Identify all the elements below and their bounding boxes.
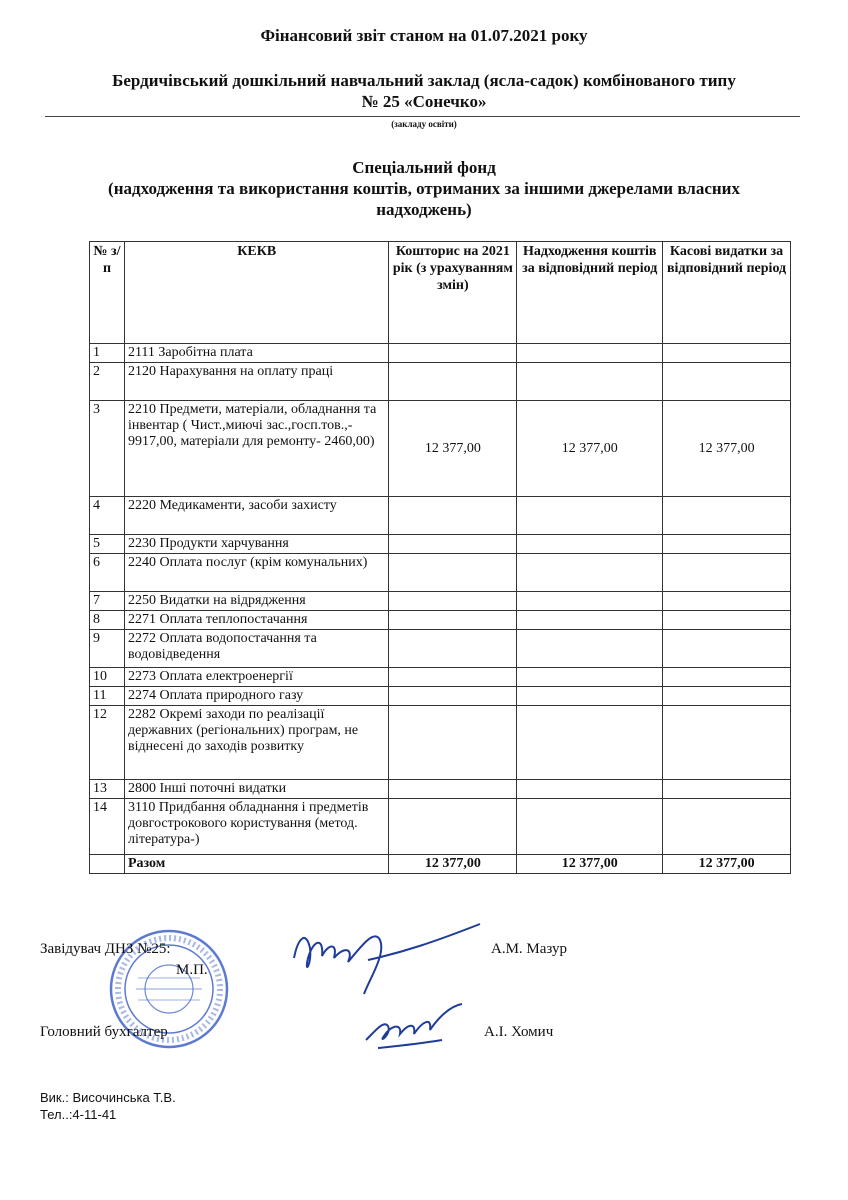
fund-line3: надходжень)	[376, 200, 472, 219]
cell-receipts	[517, 668, 663, 687]
cell-receipts	[517, 706, 663, 780]
cell-estimate	[389, 363, 517, 401]
table-row	[90, 344, 791, 363]
cell-kekv: 2274 Оплата природного газу	[124, 687, 388, 706]
header-receipts: Надходження коштів за відповідний період	[517, 242, 663, 344]
cell-expenses	[663, 706, 791, 780]
header-kekv: КЕКВ	[124, 242, 388, 344]
accountant-title: Головний бухгалтер	[40, 1024, 168, 1040]
cell-estimate	[389, 497, 517, 535]
footer-executor: Вик.: Височинська Т.В.	[40, 1090, 176, 1105]
cell-no: 5	[90, 535, 125, 554]
cell-no: 8	[90, 611, 125, 630]
cell-estimate	[389, 630, 517, 668]
footer-phone: Тел..:4-11-41	[40, 1107, 117, 1122]
cell-estimate	[389, 611, 517, 630]
cell-receipts: 12 377,00	[517, 401, 663, 497]
cell-estimate: 12 377,00	[389, 401, 517, 497]
cell-kekv: 2230 Продукти харчування	[124, 535, 388, 554]
cell-kekv: 2210 Предмети, матеріали, обладнання та інвентар ( Чист.,миючі зас.,госп.тов.,- 9917,00, матеріали для ремонту- 2460,00)	[124, 401, 388, 497]
cell-no: 14	[90, 799, 125, 855]
table-row	[90, 363, 791, 401]
cell-no: 6	[90, 554, 125, 592]
cell-kekv: 2111 Заробітна плата	[124, 344, 388, 363]
total-no	[90, 855, 125, 874]
header-no: № з/п	[90, 242, 125, 344]
stamp-mp: М.П.	[176, 962, 208, 978]
header-expenses: Касові видатки за відповідний період	[663, 242, 791, 344]
cell-no: 11	[90, 687, 125, 706]
table-row	[90, 401, 791, 497]
cell-kekv: 2220 Медикаменти, засоби захисту	[124, 497, 388, 535]
total-receipts: 12 377,00	[517, 855, 663, 874]
table-row	[90, 611, 791, 630]
cell-receipts	[517, 592, 663, 611]
cell-expenses	[663, 554, 791, 592]
finance-table	[89, 241, 791, 874]
cell-receipts	[517, 630, 663, 668]
head-signature	[284, 918, 484, 998]
institution-note: (закладу освіти)	[391, 119, 457, 129]
cell-expenses	[663, 497, 791, 535]
cell-no: 9	[90, 630, 125, 668]
cell-estimate	[389, 344, 517, 363]
table-row	[90, 780, 791, 799]
cell-no: 4	[90, 497, 125, 535]
cell-estimate	[389, 780, 517, 799]
table-row	[90, 497, 791, 535]
table-row	[90, 535, 791, 554]
table-row	[90, 668, 791, 687]
cell-receipts	[517, 554, 663, 592]
cell-expenses	[663, 611, 791, 630]
total-expenses: 12 377,00	[663, 855, 791, 874]
table-row	[90, 687, 791, 706]
accountant-signature	[358, 1000, 468, 1060]
cell-no: 12	[90, 706, 125, 780]
cell-kekv: 2120 Нарахування на оплату праці	[124, 363, 388, 401]
report-title: Фінансовий звіт станом на 01.07.2021 року	[260, 26, 588, 45]
cell-estimate	[389, 592, 517, 611]
cell-expenses	[663, 592, 791, 611]
table-row	[90, 799, 791, 855]
cell-kekv: 2272 Оплата водопостачання та водовідведення	[124, 630, 388, 668]
cell-no: 2	[90, 363, 125, 401]
cell-receipts	[517, 344, 663, 363]
cell-expenses	[663, 799, 791, 855]
cell-receipts	[517, 535, 663, 554]
cell-no: 1	[90, 344, 125, 363]
cell-estimate	[389, 668, 517, 687]
institution-name-line2: № 25 «Сонечко»	[361, 92, 487, 111]
cell-kekv: 2800 Інші поточні видатки	[124, 780, 388, 799]
cell-receipts	[517, 611, 663, 630]
cell-estimate	[389, 799, 517, 855]
cell-receipts	[517, 687, 663, 706]
fund-line2: (надходження та використання коштів, отриманих за іншими джерелами власних	[108, 179, 740, 198]
total-estimate: 12 377,00	[389, 855, 517, 874]
table-row	[90, 630, 791, 668]
cell-no: 3	[90, 401, 125, 497]
head-name: А.М. Мазур	[491, 941, 568, 957]
cell-receipts	[517, 497, 663, 535]
total-label: Разом	[124, 855, 388, 874]
cell-receipts	[517, 780, 663, 799]
total-row	[90, 855, 791, 874]
cell-kekv: 2250 Видатки на відрядження	[124, 592, 388, 611]
cell-kekv: 2273 Оплата електроенергії	[124, 668, 388, 687]
cell-kekv: 2271 Оплата теплопостачання	[124, 611, 388, 630]
institution-underline	[45, 116, 800, 117]
cell-receipts	[517, 799, 663, 855]
cell-expenses	[663, 363, 791, 401]
cell-expenses	[663, 630, 791, 668]
cell-expenses	[663, 535, 791, 554]
cell-expenses	[663, 668, 791, 687]
cell-receipts	[517, 363, 663, 401]
cell-expenses	[663, 687, 791, 706]
institution-name	[40, 70, 808, 112]
cell-estimate	[389, 535, 517, 554]
table-row	[90, 554, 791, 592]
cell-expenses	[663, 344, 791, 363]
fund-line1: Спеціальний фонд	[352, 158, 496, 177]
cell-estimate	[389, 706, 517, 780]
head-title: Завідувач ДНЗ №25:	[40, 941, 171, 957]
table-row	[90, 706, 791, 780]
cell-expenses	[663, 780, 791, 799]
cell-no: 7	[90, 592, 125, 611]
header-estimate: Кошторис на 2021 рік (з урахуванням змін)	[389, 242, 517, 344]
accountant-name: А.І. Хомич	[484, 1024, 554, 1040]
institution-name-line1: Бердичівський дошкільний навчальний заклад (ясла-садок) комбінованого типу	[112, 71, 736, 90]
cell-estimate	[389, 554, 517, 592]
cell-kekv: 2282 Окремі заходи по реалізації державних (регіональних) програм, не віднесені до заходів розвитку	[124, 706, 388, 780]
cell-no: 13	[90, 780, 125, 799]
fund-heading	[30, 157, 818, 220]
cell-kekv: 3110 Придбання обладнання і предметів довгострокового користування (метод. література-)	[124, 799, 388, 855]
cell-estimate	[389, 687, 517, 706]
cell-expenses: 12 377,00	[663, 401, 791, 497]
cell-no: 10	[90, 668, 125, 687]
table-row	[90, 592, 791, 611]
cell-kekv: 2240 Оплата послуг (крім комунальних)	[124, 554, 388, 592]
